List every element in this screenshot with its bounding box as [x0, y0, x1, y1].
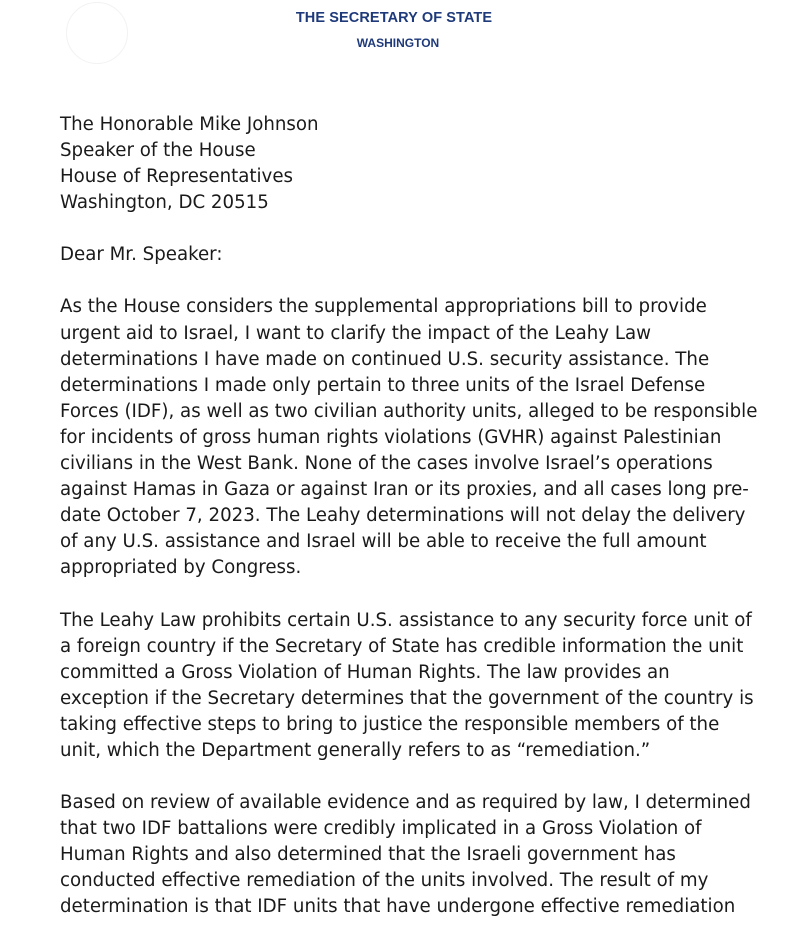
paragraph-line: urgent aid to Israel, I want to clarify the impact of the Leahy Law	[60, 322, 652, 344]
recipient-name: The Honorable Mike Johnson	[60, 114, 319, 135]
recipient-address	[60, 112, 760, 216]
recipient-organization: House of Representatives	[60, 166, 293, 188]
paragraph-line: a foreign country if the Secretary of State has credible information the unit	[60, 635, 744, 657]
paragraph-line: against Hamas in Gaza or against Iran or its proxies, and all cases long pre-	[60, 479, 749, 501]
salutation: Dear Mr. Speaker:	[60, 244, 223, 266]
paragraph-line: determination is that IDF units that have undergone effective remediation	[60, 896, 736, 918]
paragraph-line: date October 7, 2023. The Leahy determinations will not delay the delivery	[60, 505, 746, 527]
recipient-title: Speaker of the House	[60, 140, 256, 162]
paragraph-line: committed a Gross Violation of Human Rights. The law provides an	[60, 661, 670, 683]
paragraph-line: Based on review of available evidence and as required by law, I determined	[60, 792, 751, 814]
paragraph-line: As the House considers the supplemental appropriations bill to provide	[60, 296, 707, 318]
paragraph-2	[60, 608, 760, 765]
paragraph-line: civilians in the West Bank. None of the cases involve Israel’s operations	[60, 453, 713, 475]
letterhead-city: WASHINGTON	[356, 36, 440, 50]
paragraph-line: that two IDF battalions were credibly implicated in a Gross Violation of	[60, 818, 702, 840]
paragraph-line: determinations I have made on continued U.S. security assistance. The	[60, 348, 710, 370]
paragraph-line: Human Rights and also determined that the Israeli government has	[60, 844, 676, 866]
letterhead-title: THE SECRETARY OF STATE	[295, 10, 493, 26]
paragraph-line: of any U.S. assistance and Israel will be able to receive the full amount	[60, 531, 707, 553]
paragraph-line: Forces (IDF), as well as two civilian authority units, alleged to be responsible	[60, 400, 758, 422]
letterhead	[0, 10, 800, 50]
paragraph-line: taking effective steps to bring to justice the responsible members of the	[60, 713, 720, 735]
paragraph-1	[60, 294, 760, 581]
paragraph-line: exception if the Secretary determines that the government of the country is	[60, 687, 754, 709]
letter-body	[60, 112, 760, 921]
paragraph-line: The Leahy Law prohibits certain U.S. assistance to any security force unit of	[60, 609, 752, 631]
paragraph-line: for incidents of gross human rights violations (GVHR) against Palestinian	[60, 426, 722, 448]
paragraph-line: unit, which the Department generally refers to as “remediation.”	[60, 739, 651, 761]
paragraph-3	[60, 790, 760, 920]
recipient-city: Washington, DC 20515	[60, 192, 269, 214]
paragraph-line: conducted effective remediation of the units involved. The result of my	[60, 870, 709, 892]
paragraph-line: determinations I made only pertain to three units of the Israel Defense	[60, 374, 706, 396]
paragraph-line: appropriated by Congress.	[60, 557, 302, 579]
